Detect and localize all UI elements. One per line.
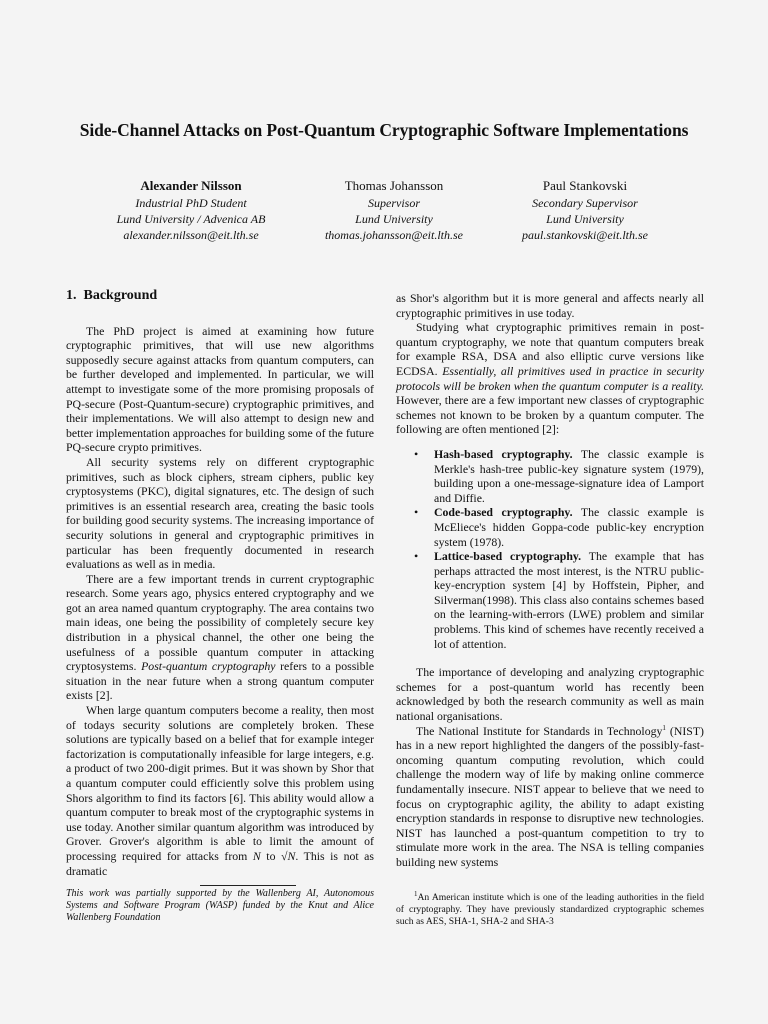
section-number: 1.: [66, 288, 77, 303]
author-name: Thomas Johansson: [344, 178, 444, 193]
math-n: N: [252, 848, 261, 863]
bullet-list: [396, 447, 704, 651]
author-role: Supervisor: [368, 196, 420, 210]
list-item: • Code-based cryptography. The classic example is McEliece's hidden Goppa-code public-key encryption system (1978).: [414, 505, 704, 549]
footnote-rule: [200, 885, 296, 886]
emphasis: Essentially, all primitives used in practice in security protocols will be broken when the quantum computer is a reality.: [396, 363, 704, 393]
author-name: Paul Stankovski: [542, 178, 628, 193]
right-column: [396, 291, 704, 870]
paragraph: as Shor's algorithm but it is more general and affects nearly all cryptographic primitives in use today.: [396, 291, 704, 320]
bullet-icon: •: [414, 446, 419, 461]
paragraph: Studying what cryptographic primitives remain in post-quantum cryptography, we note that quantum computers break for example RSA, DSA and also elliptic curve versions like ECDSA. Essentially, all primitives used in practice in security protocols will be broken when the quantum computer is a reality. However, there are a few important new classes of cryptographic schemes not known to be broken by a quantum computer. The following are often mentioned [2]:: [396, 320, 704, 437]
footnote-marker: 1: [662, 723, 666, 732]
author-email: thomas.johansson@eit.lth.se: [324, 228, 464, 242]
section-heading: [66, 289, 374, 304]
paragraph: When large quantum computers become a reality, then most of todays security solutions are completely broken. These solutions are typically based on a belief that for example integer factorization is computationally infeasible for large integers, e.g. a product of two 200-digit primes. But it was shown by Shor that a quantum computer could efficiently solve this problem using Shors algorithm to find its factors [6]. This ability would allow a quantum computer to break most of the cryptographic systems in use today. Another similar quantum algorithm was introduced by Grover. Grover's algorithm is able to limit the amount of processing required for attacks from N to √N. This is not as dramatic: [66, 703, 375, 878]
paper-title: Side-Channel Attacks on Post-Quantum Cryptographic Software Implementations: [79, 120, 689, 140]
footnote: $^1$An American institute which is one of the leading authorities in the field of cryptography. They have previously standardized cryptographic schemes such as AES, SHA-1, SHA-2 and SHA-3: [396, 889, 704, 927]
paragraph: All security systems rely on different cryptographic primitives, such as block ciphers, stream ciphers, public key cryptosystems (PKC), digital signatures, etc. The design of such primitives is an essential research area, creating the basic tools for building good security systems. The increasing importance of security solutions in general and cryptographic primitives in particular has been frequently documented in research evaluations as well as in media.: [66, 454, 374, 572]
list-item: • Lattice-based cryptography. The example that has perhaps attracted the most interest, is the NTRU public-key-encryption system [4] by Hoffstein, Pipher, and Silverman(1998). This class also contains schemes based on the learning-with-errors (LWE) problem and similar problems. This kind of schemes have recently received a lot of attention.: [414, 549, 704, 651]
paragraph: The PhD project is aimed at examining how future cryptographic primitives, that will use new algorithms supposedly secure against attacks from quantum computers, can be further developed and implemented. In particular, we will attempt to investigate some of the more promising proposals of PQ-secure (Post-Quantum-secure) cryptographic primitives, and their implementations. We will also attempt to design new and better implementation approaches for building some of the future PQ-secure crypto primitives.: [66, 323, 374, 455]
paragraph: The importance of developing and analyzing cryptographic schemes for a post-quantum world has recently been acknowledged by both the research community as well as main national organisations.: [396, 665, 704, 724]
author-email: alexander.nilsson@eit.lth.se: [123, 228, 259, 242]
left-column: [66, 289, 374, 878]
funding-footnote: This work was partially supported by the Wallenberg AI, Autonomous Systems and Software Program (WASP) funded by the Knut and Alice Wallenberg Foundation: [66, 888, 374, 923]
paragraph: The National Institute for Standards in Technology$^1$ (NIST) has in a new report highlighted the dangers of the possibly-fast-oncoming quantum computing revolution, which could challenge the modern way of life by making online commerce fundamentally insecure. NIST appear to believe that we need to focus on cryptographic agility, the ability to adapt existing encryption standards in response to disruptive new technologies. NIST has launched a post-quantum competition to try to stimulate more work in the area. The NSA is telling companies building new systems: [396, 723, 704, 869]
footnote-number: 1: [414, 889, 418, 898]
paragraph: There are a few important trends in current cryptographic research. Some years ago, physics entered cryptography and we got an area named quantum cryptography. The area contains two main ideas, one being the possibility of completely secure key distribution in a physical channel, the other one being the usefulness of a possible quantum computer in attacking cryptosystems. Post-quantum cryptography refers to a possible situation in the near future when a strong quantum computer exists [2].: [66, 571, 374, 703]
bullet-icon: •: [414, 549, 419, 564]
author-role: Industrial PhD Student: [135, 196, 247, 210]
emphasis: Post-quantum cryptography: [141, 659, 276, 674]
author-email: paul.stankovski@eit.lth.se: [521, 228, 649, 242]
author-name: Alexander Nilsson: [140, 178, 242, 193]
list-item: • Hash-based cryptography. The classic example is Merkle's hash-tree public-key signature system (1979), building upon a one-message-signature idea of Lamport and Diffie.: [414, 446, 704, 505]
section-title: Background: [83, 288, 158, 303]
author-affiliation: Lund University: [546, 212, 624, 226]
author-role: Secondary Supervisor: [532, 196, 638, 210]
author-affiliation: Lund University / Advenica AB: [116, 212, 266, 226]
author-affiliation: Lund University: [355, 212, 433, 226]
bullet-icon: •: [414, 505, 419, 520]
math-sqrt-n: √N: [281, 848, 296, 863]
author-3: [460, 178, 710, 243]
